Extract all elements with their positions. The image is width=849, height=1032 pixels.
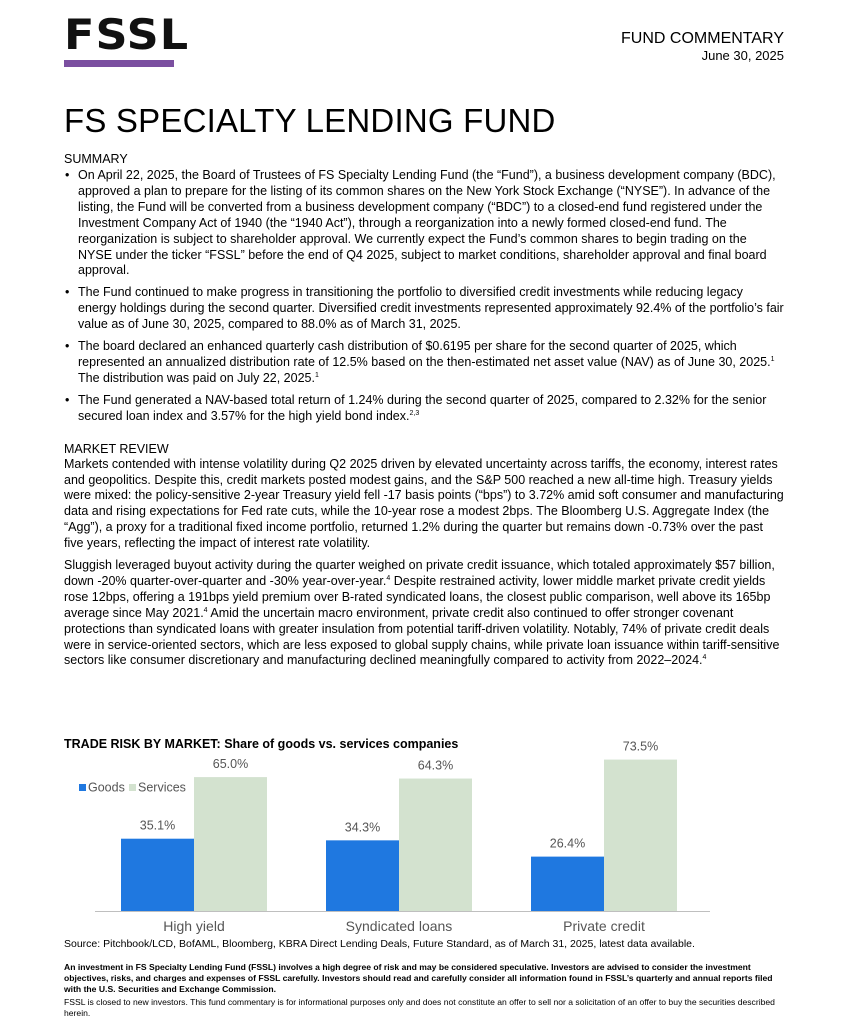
footnote-ref: 4 [203,606,208,614]
chart-title: TRADE RISK BY MARKET: Share of goods vs. services companies [64,737,459,751]
data-label-services: 64.3% [417,758,454,773]
document-type: FUND COMMENTARY [621,30,784,47]
summary-bullet [64,285,784,333]
footnote-ref: 1 [314,371,319,379]
data-label-goods: 35.1% [139,818,176,833]
header-meta [621,30,784,64]
category-label: Private credit [563,918,645,934]
summary-bullet [64,339,784,387]
legend-swatch-goods [79,784,86,791]
bar-services [194,777,267,911]
legend-label-services: Services [138,780,186,795]
paragraph-text: Amid the uncertain macro environment, private credit also continued to offer stronger covenant protections than syndicated loans with greater insulation from potential tariff-driven volatility. Notably, 74% of private credit deals were in service-oriented sectors, which are less exposed to global supply chains, while private loan issuance within tariff-sensitive sectors like consumer discretionary and manufacturing declined meaningfully compared to activity from 2022–2024. [64,605,780,668]
document-date: June 30, 2025 [701,48,784,63]
market-review-paragraph [64,558,784,669]
footnote-ref: 2,3 [409,409,420,417]
bar-goods [531,857,604,911]
legend-swatch-services [129,784,136,791]
summary-bullet-text: The board declared an enhanced quarterly cash distribution of $0.6195 per share for the second quarter of 2025, which represented an annualized distribution rate of 12.5% based on the then-estimated net asset value (NAV) as of June 30, 2025. [78,339,771,369]
legend-label-goods: Goods [88,780,125,795]
disclaimer [64,962,786,1019]
market-review-heading: MARKET REVIEW [64,441,169,456]
risk-disclaimer: An investment in FS Specialty Lending Fund (FSSL) involves a high degree of risk and may be considered speculative. Investors are advised to consider the investment objectives, risks, and charges and expenses of FSSL carefully. Investors should read and carefully consider all information found in FSSL’s quarterly and annual reports filed with the U.S. Securities and Exchange Commission. [64,962,773,994]
logo-underline [64,60,174,67]
bar-services [399,779,472,911]
page-title: FS SPECIALTY LENDING FUND [64,102,556,139]
market-review-paragraph: Markets contended with intense volatility during Q2 2025 driven by elevated uncertainty across tariffs, the economy, interest rates and geopolitics. Despite this, credit markets posted modest gains, and the S&P 500 reached a new all-time high. Treasury yields were mixed: the policy-sensitive 2-year Treasury yield fell -17 basis points (“bps”) to 3.72% amid soft consumer and manufacturing data and rising expectations for Fed rate cuts, while the 10-year rose a modest 2bps. The Bloomberg U.S. Aggregate Index (the “Agg”), a proxy for a traditional fixed income portfolio, returned 1.2% during the quarter but remains down -0.73% over the past five years, reflecting the impact of interest rate volatility. [64,456,784,551]
data-label-goods: 26.4% [549,836,586,851]
summary-bullet-text: The Fund continued to make progress in transitioning the portfolio to diversified credit investments while reducing legacy energy holdings during the second quarter. Diversified credit investments represented approximately 92.4% of the portfolio’s fair value as of June 30, 2025, compared to 88.0% as of March 31, 2025. [78,285,784,332]
summary-bullet-text: On April 22, 2025, the Board of Trustees of FS Specialty Lending Fund (the “Fund”), a business development company (BDC), approved a plan to prepare for the listing of its common shares on the New York Stock Exchange (“NYSE”). In advance of the listing, the Fund will be converted from a business development company (“BDC”) to a closed-end fund registered under the Investment Company Act of 1940 (the “1940 Act”), through a reorganization into a newly formed closed-end fund. The reorganization is subject to shareholder approval. We currently expect the Fund’s common shares to begin trading on the NYSE under the ticker “FSSL” before the end of Q4 2025, subject to market conditions, shareholder approval and final board approval. [78,168,776,278]
footnote-ref: 4 [702,654,707,662]
data-label-goods: 34.3% [344,820,381,835]
fssl-logo [64,10,190,67]
logo-text: FSSL [64,10,190,59]
bar-goods [326,840,399,911]
summary-bullet [64,393,784,425]
bar-services [604,760,677,911]
chart-source: Source: Pitchbook/LCD, BofAML, Bloomberg, KBRA Direct Lending Deals, Future Standard, as of March 31, 2025, latest data available. [64,938,695,950]
paragraph-text: Sluggish leveraged buyout activity during the quarter weighed on private credit issuance, which totaled approximately $57 billion, down -20% quarter-over-quarter and -30% year-over-year. [64,558,775,588]
footnote-ref: 4 [386,574,391,582]
data-label-services: 73.5% [622,739,659,754]
summary-bullet-text: The Fund generated a NAV-based total return of 1.24% during the second quarter of 2025, compared to 2.32% for the senior secured loan index and 3.57% for the high yield bond index. [78,392,767,423]
summary-bullet-text: The distribution was paid on July 22, 2025. [78,370,315,385]
category-label: Syndicated loans [345,918,453,934]
data-label-services: 65.0% [212,757,249,772]
category-label: High yield [163,918,225,934]
summary-list [64,168,784,425]
commentary-body [64,151,784,675]
footnote-ref: 1 [770,355,775,363]
bar-goods [121,839,194,911]
paragraph-text: Despite restrained activity, lower middle market private credit yields rose 12bps, offering a 191bps yield premium over B-rated syndicated loans, the closest public comparison, well above its 165bp average since May 2021. [64,573,771,620]
offer-disclaimer: FSSL is closed to new investors. This fund commentary is for informational purposes only and does not constitute an offer to sell nor a solicitation of an offer to buy the securities described herein. [64,997,775,1018]
summary-heading: SUMMARY [64,152,128,166]
summary-bullet [64,168,784,279]
